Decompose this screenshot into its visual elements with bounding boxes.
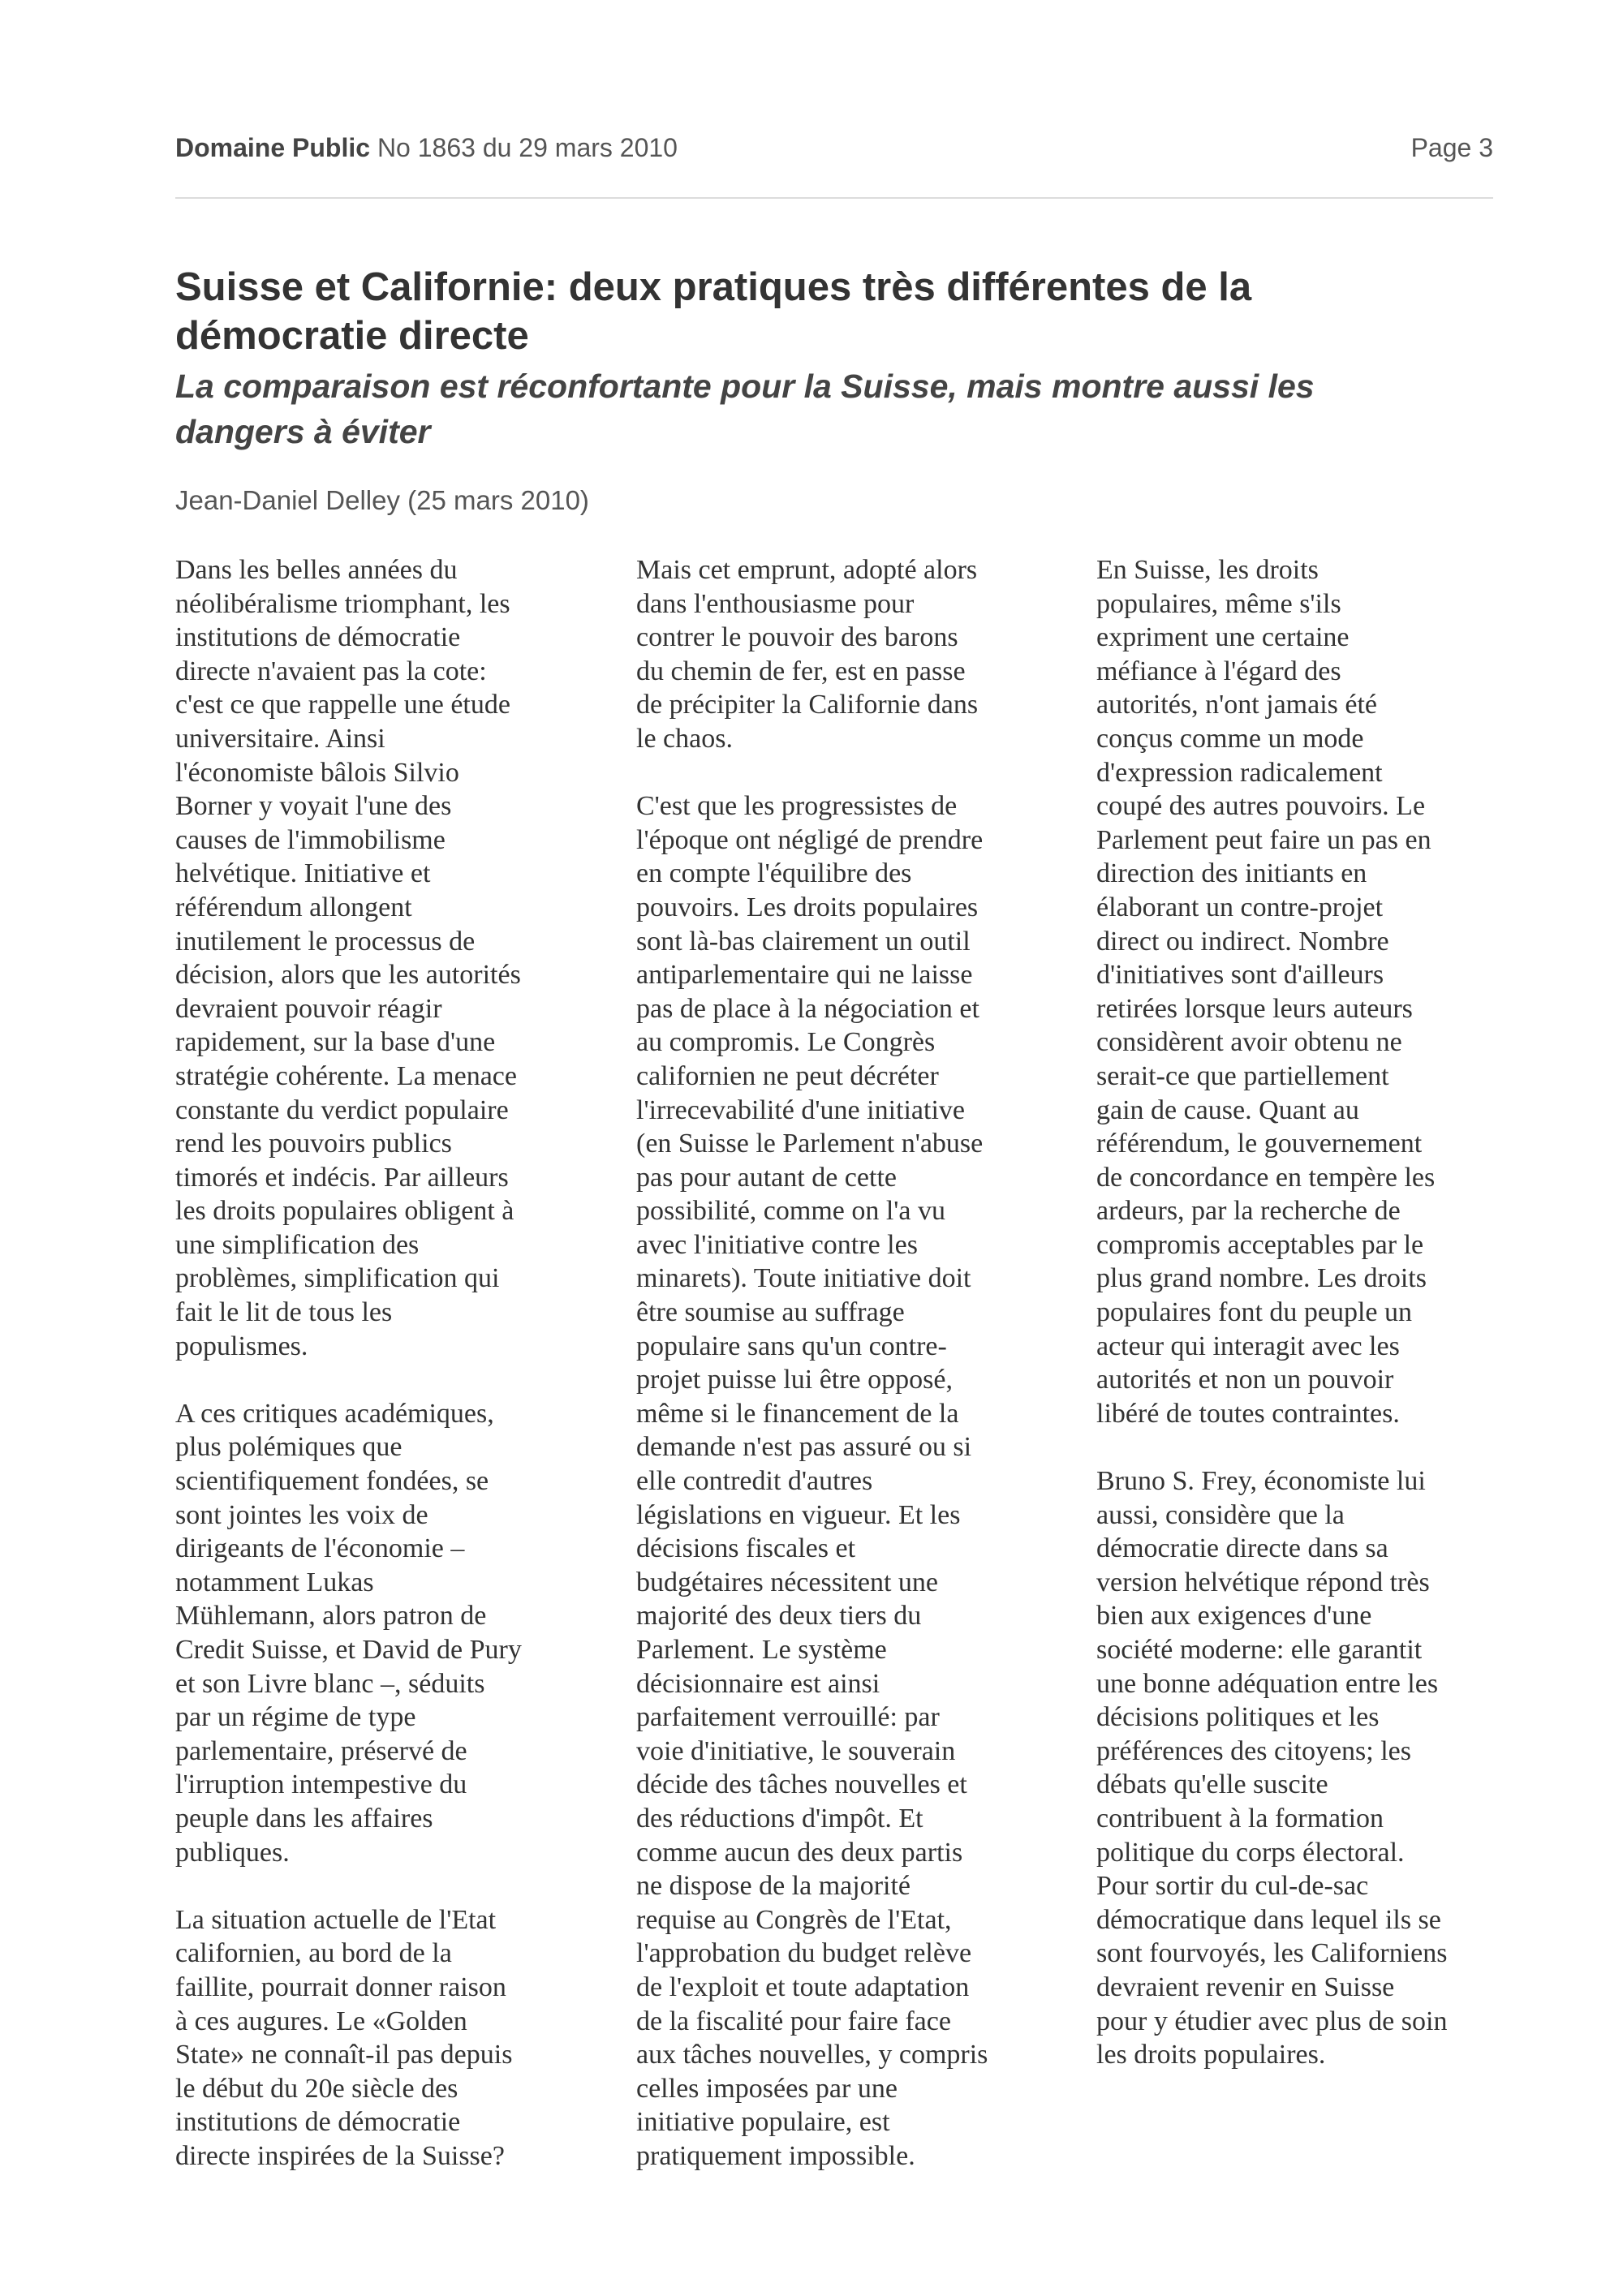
text-line: démocratie directe dans sa [1096, 1533, 1388, 1564]
text-line: ne dispose de la majorité [636, 1871, 911, 1902]
text-line: A ces critiques académiques, [175, 1398, 494, 1429]
article-subtitle-line: dangers à éviter [175, 413, 431, 450]
text-line: parlementaire, préservé de [175, 1735, 467, 1766]
text-line: dans l'enthousiasme pour [636, 588, 915, 619]
text-line: comme aucun des deux partis [636, 1837, 963, 1868]
publication-name: Domaine Public [175, 133, 371, 162]
text-line: autorités, n'ont jamais été [1096, 690, 1378, 720]
text-line: elle contredit d'autres [636, 1466, 873, 1497]
text-line: d'initiatives sont d'ailleurs [1096, 960, 1384, 991]
text-line: peuple dans les affaires [175, 1803, 433, 1834]
article-subtitle [175, 363, 1490, 454]
text-line: autorités et non un pouvoir [1096, 1365, 1394, 1395]
text-column-3 [1096, 553, 1551, 2105]
text-line: néolibéralisme triomphant, les [175, 588, 510, 619]
text-line: celles imposées par une [636, 2073, 898, 2104]
text-line: au compromis. Le Congrès [636, 1027, 936, 1058]
text-line: Mais cet emprunt, adopté alors [636, 555, 978, 585]
text-line: stratégie cohérente. La menace [175, 1060, 517, 1091]
text-line: les droits populaires obligent à [175, 1196, 514, 1227]
text-line: conçus comme un mode [1096, 723, 1364, 754]
text-line: faillite, pourrait donner raison [175, 1971, 506, 2002]
text-line: des réductions d'impôt. Et [636, 1803, 923, 1834]
text-line: causes de l'immobilisme [175, 824, 446, 855]
text-line: Parlement. Le système [636, 1635, 887, 1665]
text-line: c'est ce que rappelle une étude [175, 690, 510, 720]
text-line: démocratique dans lequel ils se [1096, 1904, 1441, 1935]
text-line: plus grand nombre. Les droits [1096, 1263, 1427, 1294]
text-line: gain de cause. Quant au [1096, 1094, 1359, 1125]
text-line: ardeurs, par la recherche de [1096, 1196, 1401, 1227]
text-line: décisions fiscales et [636, 1533, 856, 1564]
text-line: contrer le pouvoir des barons [636, 622, 958, 653]
text-line: décision, alors que les autorités [175, 960, 521, 991]
text-line: rend les pouvoirs publics [175, 1129, 452, 1159]
text-line: Dans les belles années du [175, 555, 458, 585]
text-line: fait le lit de tous les [175, 1297, 393, 1328]
text-line: pratiquement impossible. [636, 2140, 915, 2171]
text-line: le chaos. [636, 723, 733, 754]
text-line: Credit Suisse, et David de Pury [175, 1635, 522, 1665]
text-line: projet puisse lui être opposé, [636, 1365, 953, 1395]
article-title-line: Suisse et Californie: deux pratiques très différentes de la [175, 265, 1252, 309]
text-line: scientifiquement fondées, se [175, 1466, 489, 1497]
text-line: une simplification des [175, 1229, 420, 1260]
text-line: populaires, même s'ils [1096, 588, 1341, 619]
text-line: décisionnaire est ainsi [636, 1668, 880, 1699]
article-byline: Jean-Daniel Delley (25 mars 2010) [175, 485, 589, 515]
text-line: constante du verdict populaire [175, 1094, 509, 1125]
text-line: libéré de toutes contraintes. [1096, 1398, 1400, 1429]
text-line: californien ne peut décréter [636, 1060, 939, 1091]
text-line: contribuent à la formation [1096, 1803, 1384, 1834]
paragraph [175, 1397, 630, 1869]
text-line: populismes. [175, 1331, 308, 1361]
text-line: demande n'est pas assuré ou si [636, 1432, 972, 1463]
issue-info: No 1863 du 29 mars 2010 [377, 133, 678, 162]
text-line: minarets). Toute initiative doit [636, 1263, 971, 1294]
article-subtitle-line: La comparaison est réconfortante pour la Suisse, mais montre aussi les [175, 368, 1315, 405]
text-line: direct ou indirect. Nombre [1096, 926, 1389, 957]
text-line: Mühlemann, alors patron de [175, 1601, 487, 1632]
text-line: publiques. [175, 1837, 290, 1868]
text-line: antiparlementaire qui ne laisse [636, 960, 973, 991]
text-line: de l'exploit et toute adaptation [636, 1971, 970, 2002]
text-line: acteur qui interagit avec les [1096, 1331, 1400, 1361]
text-line: une bonne adéquation entre les [1096, 1668, 1439, 1699]
text-line: en compte l'équilibre des [636, 858, 912, 889]
text-line: être soumise au suffrage [636, 1297, 905, 1328]
text-line: version helvétique répond très [1096, 1567, 1430, 1597]
text-line: timorés et indécis. Par ailleurs [175, 1162, 509, 1193]
text-line: décisions politiques et les [1096, 1702, 1380, 1733]
text-line: serait-ce que partiellement [1096, 1060, 1389, 1091]
paragraph [636, 789, 1091, 2173]
text-line: directe inspirées de la Suisse? [175, 2140, 505, 2171]
text-line: les droits populaires. [1096, 2040, 1326, 2070]
text-line: devraient pouvoir réagir [175, 993, 442, 1024]
text-line: coupé des autres pouvoirs. Le [1096, 791, 1426, 822]
paragraph [1096, 553, 1551, 1430]
paragraph [175, 1903, 630, 2173]
article-title-line: démocratie directe [175, 314, 529, 358]
page-header [175, 133, 1493, 169]
text-line: l'économiste bâlois Silvio [175, 757, 459, 788]
page-number: Page 3 [1410, 133, 1493, 162]
text-line: sont là-bas clairement un outil [636, 926, 971, 957]
text-line: d'expression radicalement [1096, 757, 1383, 788]
text-line: préférences des citoyens; les [1096, 1735, 1411, 1766]
text-line: l'époque ont négligé de prendre [636, 824, 984, 855]
text-line: législations en vigueur. Et les [636, 1499, 961, 1530]
text-line: notamment Lukas [175, 1567, 374, 1597]
article-title [175, 263, 1490, 360]
text-line: Bruno S. Frey, économiste lui [1096, 1466, 1426, 1497]
text-line: de concordance en tempère les [1096, 1162, 1436, 1193]
text-line: aussi, considère que la [1096, 1499, 1345, 1530]
text-line: (en Suisse le Parlement n'abuse [636, 1129, 984, 1159]
text-line: décide des tâches nouvelles et [636, 1769, 967, 1800]
text-line: politique du corps électoral. [1096, 1837, 1405, 1868]
text-line: élaborant un contre-projet [1096, 892, 1384, 922]
text-line: parfaitement verrouillé: par [636, 1702, 940, 1733]
text-line: Pour sortir du cul-de-sac [1096, 1871, 1369, 1902]
text-line: populaire sans qu'un contre- [636, 1331, 947, 1361]
text-line: le début du 20e siècle des [175, 2073, 458, 2104]
text-line: institutions de démocratie [175, 622, 461, 653]
text-line: problèmes, simplification qui [175, 1263, 500, 1294]
text-line: institutions de démocratie [175, 2107, 461, 2138]
text-line: aux tâches nouvelles, y compris [636, 2040, 988, 2070]
text-line: directe n'avaient pas la cote: [175, 656, 487, 686]
text-line: expriment une certaine [1096, 622, 1350, 653]
text-line: State» ne connaît-il pas depuis [175, 2040, 513, 2070]
text-line: initiative populaire, est [636, 2107, 890, 2138]
text-line: considèrent avoir obtenu ne [1096, 1027, 1402, 1058]
text-line: possibilité, comme on l'a vu [636, 1196, 946, 1227]
text-line: inutilement le processus de [175, 926, 476, 957]
text-line: référendum allongent [175, 892, 412, 922]
text-line: bien aux exigences d'une [1096, 1601, 1372, 1632]
text-line: avec l'initiative contre les [636, 1229, 918, 1260]
text-line: rapidement, sur la base d'une [175, 1027, 496, 1058]
text-line: direction des initiants en [1096, 858, 1367, 889]
text-line: californien, au bord de la [175, 1938, 452, 1969]
text-line: majorité des deux tiers du [636, 1601, 922, 1632]
text-line: pas de place à la négociation et [636, 993, 979, 1024]
text-line: compromis acceptables par le [1096, 1229, 1424, 1260]
text-line: budgétaires nécessitent une [636, 1567, 938, 1597]
text-line: devraient revenir en Suisse [1096, 1971, 1395, 2002]
text-column-1 [175, 553, 630, 2207]
text-line: du chemin de fer, est en passe [636, 656, 966, 686]
header-divider [175, 197, 1493, 199]
paragraph [636, 553, 1091, 756]
text-line: Parlement peut faire un pas en [1096, 824, 1431, 855]
text-line: même si le financement de la [636, 1398, 959, 1429]
text-line: pour y étudier avec plus de soin [1096, 2006, 1448, 2036]
paragraph [1096, 1464, 1551, 2072]
text-line: voie d'initiative, le souverain [636, 1735, 956, 1766]
text-line: retirées lorsque leurs auteurs [1096, 993, 1413, 1024]
text-line: l'approbation du budget relève [636, 1938, 972, 1969]
text-column-2 [636, 553, 1091, 2207]
text-line: à ces augures. Le «Golden [175, 2006, 467, 2036]
paragraph [175, 553, 630, 1363]
text-line: et son Livre blanc –, séduits [175, 1668, 485, 1699]
text-line: l'irrecevabilité d'une initiative [636, 1094, 965, 1125]
text-line: sont fourvoyés, les Californiens [1096, 1938, 1448, 1969]
text-line: helvétique. Initiative et [175, 858, 431, 889]
text-line: méfiance à l'égard des [1096, 656, 1341, 686]
text-line: par un régime de type [175, 1702, 416, 1733]
text-line: C'est que les progressistes de [636, 791, 958, 822]
text-line: pouvoirs. Les droits populaires [636, 892, 979, 922]
text-line: référendum, le gouvernement [1096, 1129, 1423, 1159]
text-line: pas pour autant de cette [636, 1162, 897, 1193]
text-line: sont jointes les voix de [175, 1499, 428, 1530]
text-line: La situation actuelle de l'Etat [175, 1904, 497, 1935]
text-line: de précipiter la Californie dans [636, 690, 979, 720]
text-line: universitaire. Ainsi [175, 723, 385, 754]
text-line: plus polémiques que [175, 1432, 403, 1463]
text-line: de la fiscalité pour faire face [636, 2006, 951, 2036]
text-line: l'irruption intempestive du [175, 1769, 467, 1800]
text-line: Borner y voyait l'une des [175, 791, 452, 822]
text-line: populaires font du peuple un [1096, 1297, 1413, 1328]
text-line: En Suisse, les droits [1096, 555, 1319, 585]
text-line: requise au Congrès de l'Etat, [636, 1904, 952, 1935]
text-line: dirigeants de l'économie – [175, 1533, 465, 1564]
text-line: débats qu'elle suscite [1096, 1769, 1328, 1800]
text-line: société moderne: elle garantit [1096, 1635, 1423, 1665]
